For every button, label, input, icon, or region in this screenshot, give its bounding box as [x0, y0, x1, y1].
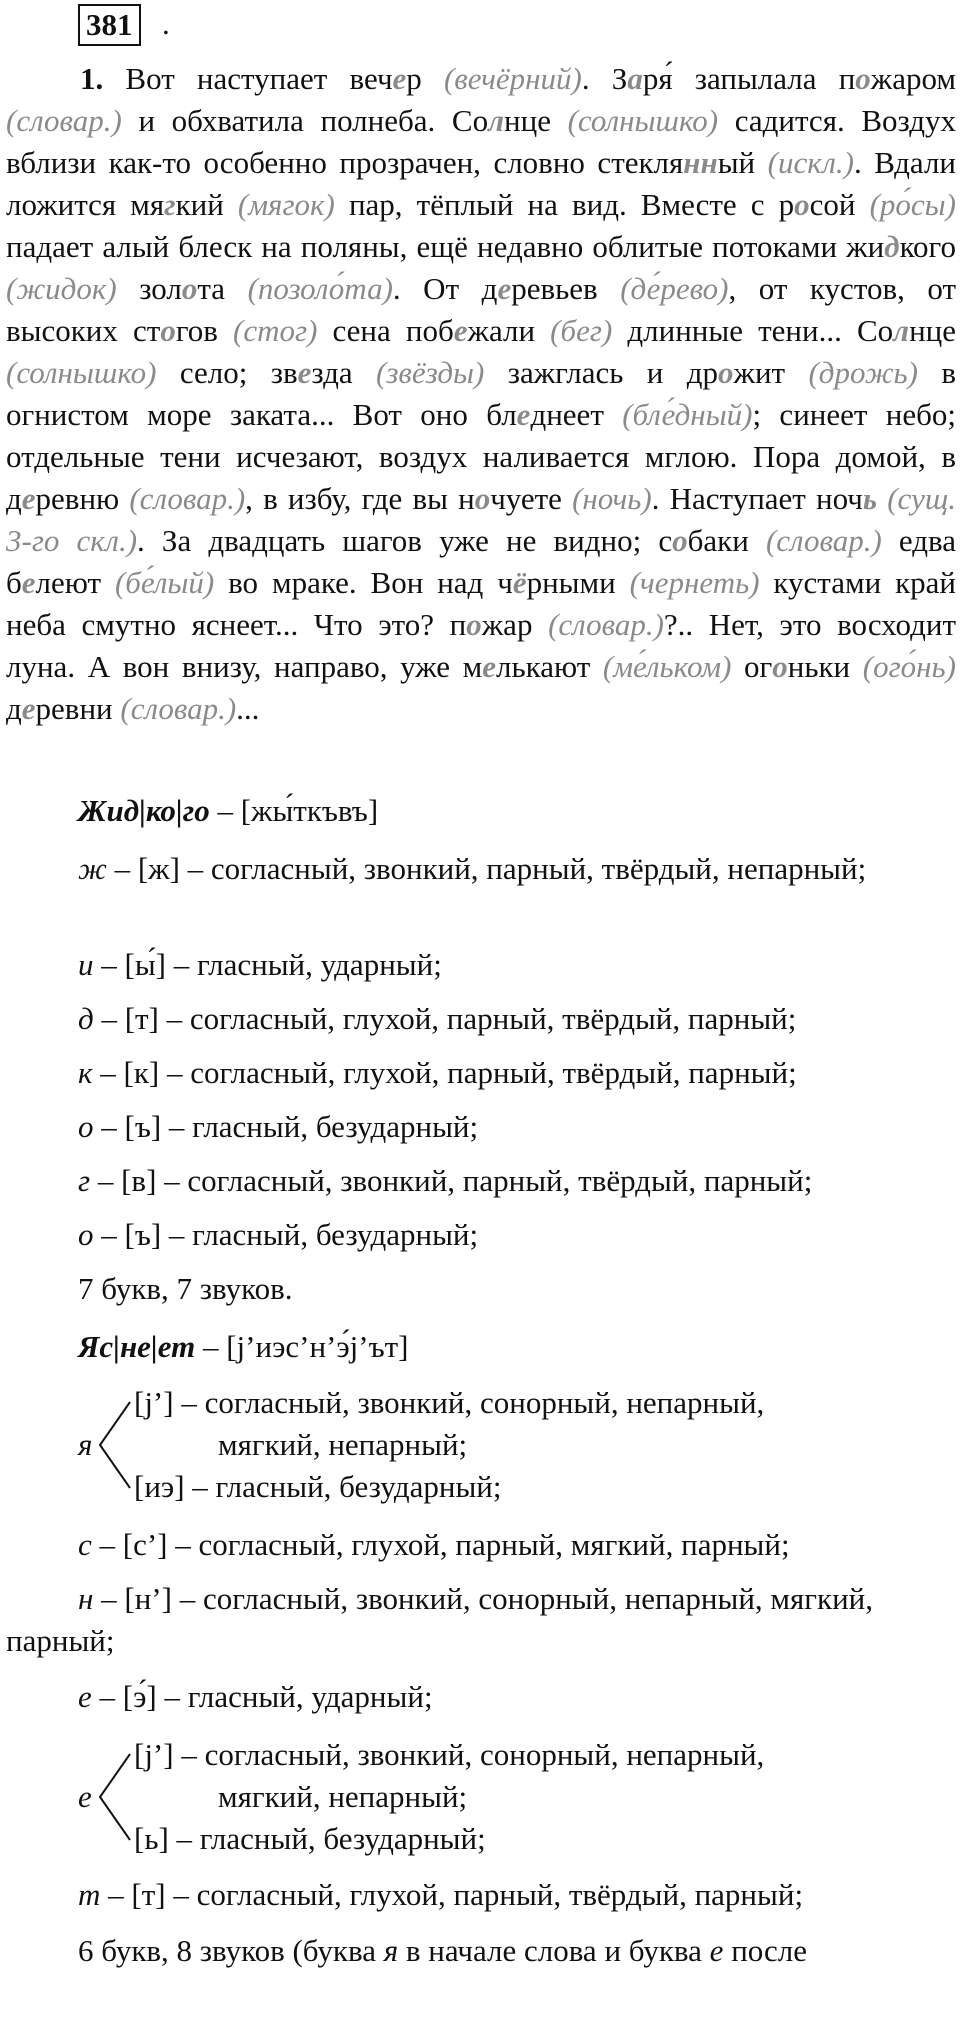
word1-row — [6, 1160, 956, 1202]
text-run: д — [6, 691, 22, 726]
text-run: едва б — [6, 523, 957, 600]
bracket-icon — [96, 1398, 134, 1492]
text-run: ря́ запылала п — [642, 61, 856, 96]
row-letter: г — [78, 1163, 91, 1198]
text-run: . Наступает ноч — [651, 481, 863, 516]
text-run: р — [406, 61, 444, 96]
orthogram-letter: ь — [862, 481, 878, 516]
orthogram-letter: е — [453, 313, 468, 348]
row-text: – [к] – согласный, глухой, парный, твёрдый, парный; — [92, 1055, 797, 1090]
text-run: баки — [687, 523, 766, 558]
word1-row — [6, 998, 956, 1040]
text-run: ; синеет небо; отдельные тени исчезают, воздух наливается мглою. Пора домой, в д — [6, 397, 956, 516]
word2-row — [6, 1524, 956, 1566]
text-run: пар, тёплый на вид. Вместе с р — [334, 187, 795, 222]
row-letter: н — [78, 1581, 94, 1616]
text-run: жали — [467, 313, 551, 348]
exercise-number-dot: . — [162, 6, 170, 41]
row-text: – [т] – согласный, глухой, парный, твёрдый, парный; — [100, 1877, 804, 1912]
item-number: 1. — [80, 61, 104, 96]
hint-text: (словар.) — [765, 523, 882, 558]
hint-text: (вечёрний) — [443, 61, 582, 96]
word1-transcription: – [жы́ткъвъ] — [209, 793, 379, 828]
word1-row — [6, 848, 956, 890]
text-run: днеет — [530, 397, 623, 432]
word1-row — [6, 1214, 956, 1256]
text-run: ньки — [787, 649, 863, 684]
row-text: – [ъ] – гласный, безударный; — [93, 1109, 479, 1144]
text-run: ревни — [35, 691, 121, 726]
hint-text: (ого́нь) — [862, 649, 956, 684]
exercise-number: 381 — [78, 4, 141, 46]
text-run: зажглась и др — [484, 355, 719, 390]
summary-part: 6 букв, 8 звуков (буква — [78, 1933, 384, 1968]
orthogram-letter: о — [772, 649, 788, 684]
orthogram-letter: е — [497, 271, 512, 306]
text-run: в огнистом море заката... Вот оно бл — [6, 355, 957, 432]
row-text: – [ъ] – гласный, безударный; — [93, 1217, 479, 1252]
orthogram-letter: е — [482, 649, 497, 684]
bracket-icon — [96, 1750, 134, 1844]
text-run: жаром — [870, 61, 957, 96]
orthogram-letter: о — [672, 523, 688, 558]
row-text: – [н’] – согласный, звонкий, сонорный, непарный, мягкий, парный; — [6, 1581, 873, 1658]
word1-heading — [6, 790, 956, 832]
hint-text: (словар.) — [120, 691, 237, 726]
text-run: рными — [526, 565, 630, 600]
text-run: ый — [717, 145, 768, 180]
orthogram-letter: ё — [512, 565, 527, 600]
word2-ye-line2: мягкий, непарный; — [218, 1779, 468, 1814]
text-run: садится. Воздух вблизи как-то особенно прозрачен, словно стекля — [6, 103, 956, 180]
orthogram-letter: г — [164, 187, 176, 222]
word2-row — [6, 1676, 956, 1718]
orthogram-letter: о — [181, 271, 198, 306]
orthogram-letter: е — [297, 355, 312, 390]
row-letter: и — [78, 947, 94, 982]
row-text: – [ы́] – гласный, ударный; — [93, 947, 442, 982]
text-run: гов — [175, 313, 234, 348]
word2-transcription: – [j’иэс’н’э́j’ът] — [195, 1329, 409, 1364]
summary-part: в начале слова и буква — [398, 1933, 710, 1968]
text-run: ревьев — [511, 271, 621, 306]
orthogram-letter: о — [160, 313, 176, 348]
row-letter: к — [78, 1055, 93, 1090]
orthogram-letter: о — [466, 607, 482, 642]
text-run: , в избу, где вы н — [245, 481, 475, 516]
word2-row — [6, 1578, 956, 1662]
word2-ye-letter: е — [78, 1779, 92, 1814]
hint-text: (бег) — [550, 313, 613, 348]
text-run: ог — [731, 649, 773, 684]
row-letter: д — [78, 1001, 94, 1036]
row-letter: ж — [78, 851, 107, 886]
hint-text: (ме́льком) — [602, 649, 732, 684]
text-run — [877, 481, 887, 516]
text-run: ... — [236, 691, 260, 726]
word2-heading — [6, 1326, 956, 1368]
exercise-text — [6, 58, 956, 730]
orthogram-letter: е — [21, 565, 36, 600]
orthogram-letter: л — [893, 313, 910, 348]
text-run: сой — [809, 187, 870, 222]
hint-text: (ночь) — [572, 481, 652, 516]
hint-text: (солнышко) — [567, 103, 719, 138]
hint-text: (бле́дный) — [622, 397, 753, 432]
text-run: во мраке. Вон над ч — [214, 565, 513, 600]
text-run: Вот наступает веч — [103, 61, 393, 96]
orthogram-letter: е — [392, 61, 407, 96]
text-run: и обхватила полнеба. Со — [121, 103, 489, 138]
word2-ya-letter: я — [78, 1427, 93, 1462]
word1-row — [6, 944, 956, 986]
row-letter: т — [78, 1877, 101, 1912]
row-text: – [ж] – согласный, звонкий, парный, твёрдый, непарный; — [106, 851, 867, 886]
hint-text: (жидок) — [6, 271, 117, 306]
text-run: . З — [581, 61, 628, 96]
text-run: жар — [481, 607, 549, 642]
word1-row — [6, 1106, 956, 1148]
hint-text: (словар.) — [6, 103, 122, 138]
text-run: длинные тени... Со — [612, 313, 894, 348]
summary-part: после — [723, 1933, 808, 1968]
text-run: кого — [899, 229, 956, 264]
text-run: зда — [311, 355, 376, 390]
text-run: . Вдали ложится мя — [6, 145, 957, 222]
row-letter: о — [78, 1217, 94, 1252]
text-run: село; зв — [156, 355, 298, 390]
orthogram-letter: о — [855, 61, 871, 96]
word2-row — [6, 1874, 956, 1916]
text-run: ?.. Нет, это восходит луна. А вон внизу, направо, уже м — [6, 607, 957, 684]
orthogram-letter: л — [488, 103, 505, 138]
text-run: кий — [175, 187, 238, 222]
row-text: – [т] – согласный, глухой, парный, твёрдый, парный; — [93, 1001, 797, 1036]
text-run: леют — [35, 565, 115, 600]
text-run: та — [197, 271, 248, 306]
orthogram-letter: д — [884, 229, 900, 264]
hint-text: (де́рево) — [620, 271, 729, 306]
word2-ye-line3: [ь] – гласный, безударный; — [134, 1821, 486, 1856]
hint-text: (бе́лый) — [114, 565, 215, 600]
text-run: лькают — [496, 649, 603, 684]
text-run: жит — [733, 355, 809, 390]
orthogram-letter: нн — [683, 145, 718, 180]
text-run: чуете — [490, 481, 573, 516]
summary-letter: я — [383, 1933, 399, 1968]
hint-text: (дрожь) — [808, 355, 918, 390]
orthogram-letter: о — [718, 355, 734, 390]
hint-text: (ро́сы) — [869, 187, 956, 222]
orthogram-letter: о — [794, 187, 810, 222]
summary-letter: е — [709, 1933, 724, 1968]
hint-text: (искл.) — [767, 145, 854, 180]
text-run: зол — [116, 271, 182, 306]
orthogram-letter: е — [21, 691, 36, 726]
hint-text: (чернеть) — [629, 565, 760, 600]
text-run: ревню — [35, 481, 130, 516]
text-run: нце — [504, 103, 568, 138]
text-run: . За двадцать шагов уже не видно; с — [137, 523, 673, 558]
word1-title: Жид|ко|го — [78, 793, 210, 828]
orthogram-letter: е — [21, 481, 36, 516]
word2-summary — [6, 1930, 956, 1972]
text-run: . От д — [392, 271, 498, 306]
text-run: сена поб — [317, 313, 454, 348]
row-letter: е — [78, 1679, 92, 1714]
hint-text: (словар.) — [129, 481, 246, 516]
row-text: – [с’] – согласный, глухой, парный, мягкий, парный; — [91, 1527, 790, 1562]
word2-title: Яс|не|ет — [78, 1329, 196, 1364]
word2-ya-line2: мягкий, непарный; — [218, 1427, 468, 1462]
hint-text: (сущ. 3-го скл.) — [6, 481, 957, 558]
row-letter: с — [78, 1527, 92, 1562]
hint-text: (солнышко) — [6, 355, 157, 390]
hint-text: (звёзды) — [376, 355, 485, 390]
text-run: нце — [909, 313, 957, 348]
word1-summary: 7 букв, 7 звуков. — [78, 1271, 293, 1306]
hint-text: (мягок) — [237, 187, 335, 222]
hint-text: (стог) — [233, 313, 318, 348]
text-run: , от кустов, от высоких ст — [6, 271, 957, 348]
row-text: – [в] – согласный, звонкий, парный, твёрдый, парный; — [90, 1163, 813, 1198]
word2-ya-line3: [иэ] – гласный, безударный; — [134, 1469, 502, 1504]
hint-text: (словар.) — [548, 607, 664, 642]
hint-text: (позоло́та) — [247, 271, 393, 306]
row-letter: о — [78, 1109, 94, 1144]
word1-row — [6, 1052, 956, 1094]
orthogram-letter: а — [627, 61, 643, 96]
row-text: – [э́] – гласный, ударный; — [91, 1679, 433, 1714]
text-run: падает алый блеск на поляны, ещё недавно облитые потоками жи — [6, 229, 885, 264]
word2-ya-line1: [j’] – согласный, звонкий, сонорный, непарный, — [134, 1385, 765, 1420]
orthogram-letter: о — [474, 481, 491, 516]
word2-ye-line1: [j’] – согласный, звонкий, сонорный, непарный, — [134, 1737, 765, 1772]
orthogram-letter: е — [516, 397, 531, 432]
text-run: кустами край неба смутно яснеет... Что это? п — [6, 565, 957, 642]
